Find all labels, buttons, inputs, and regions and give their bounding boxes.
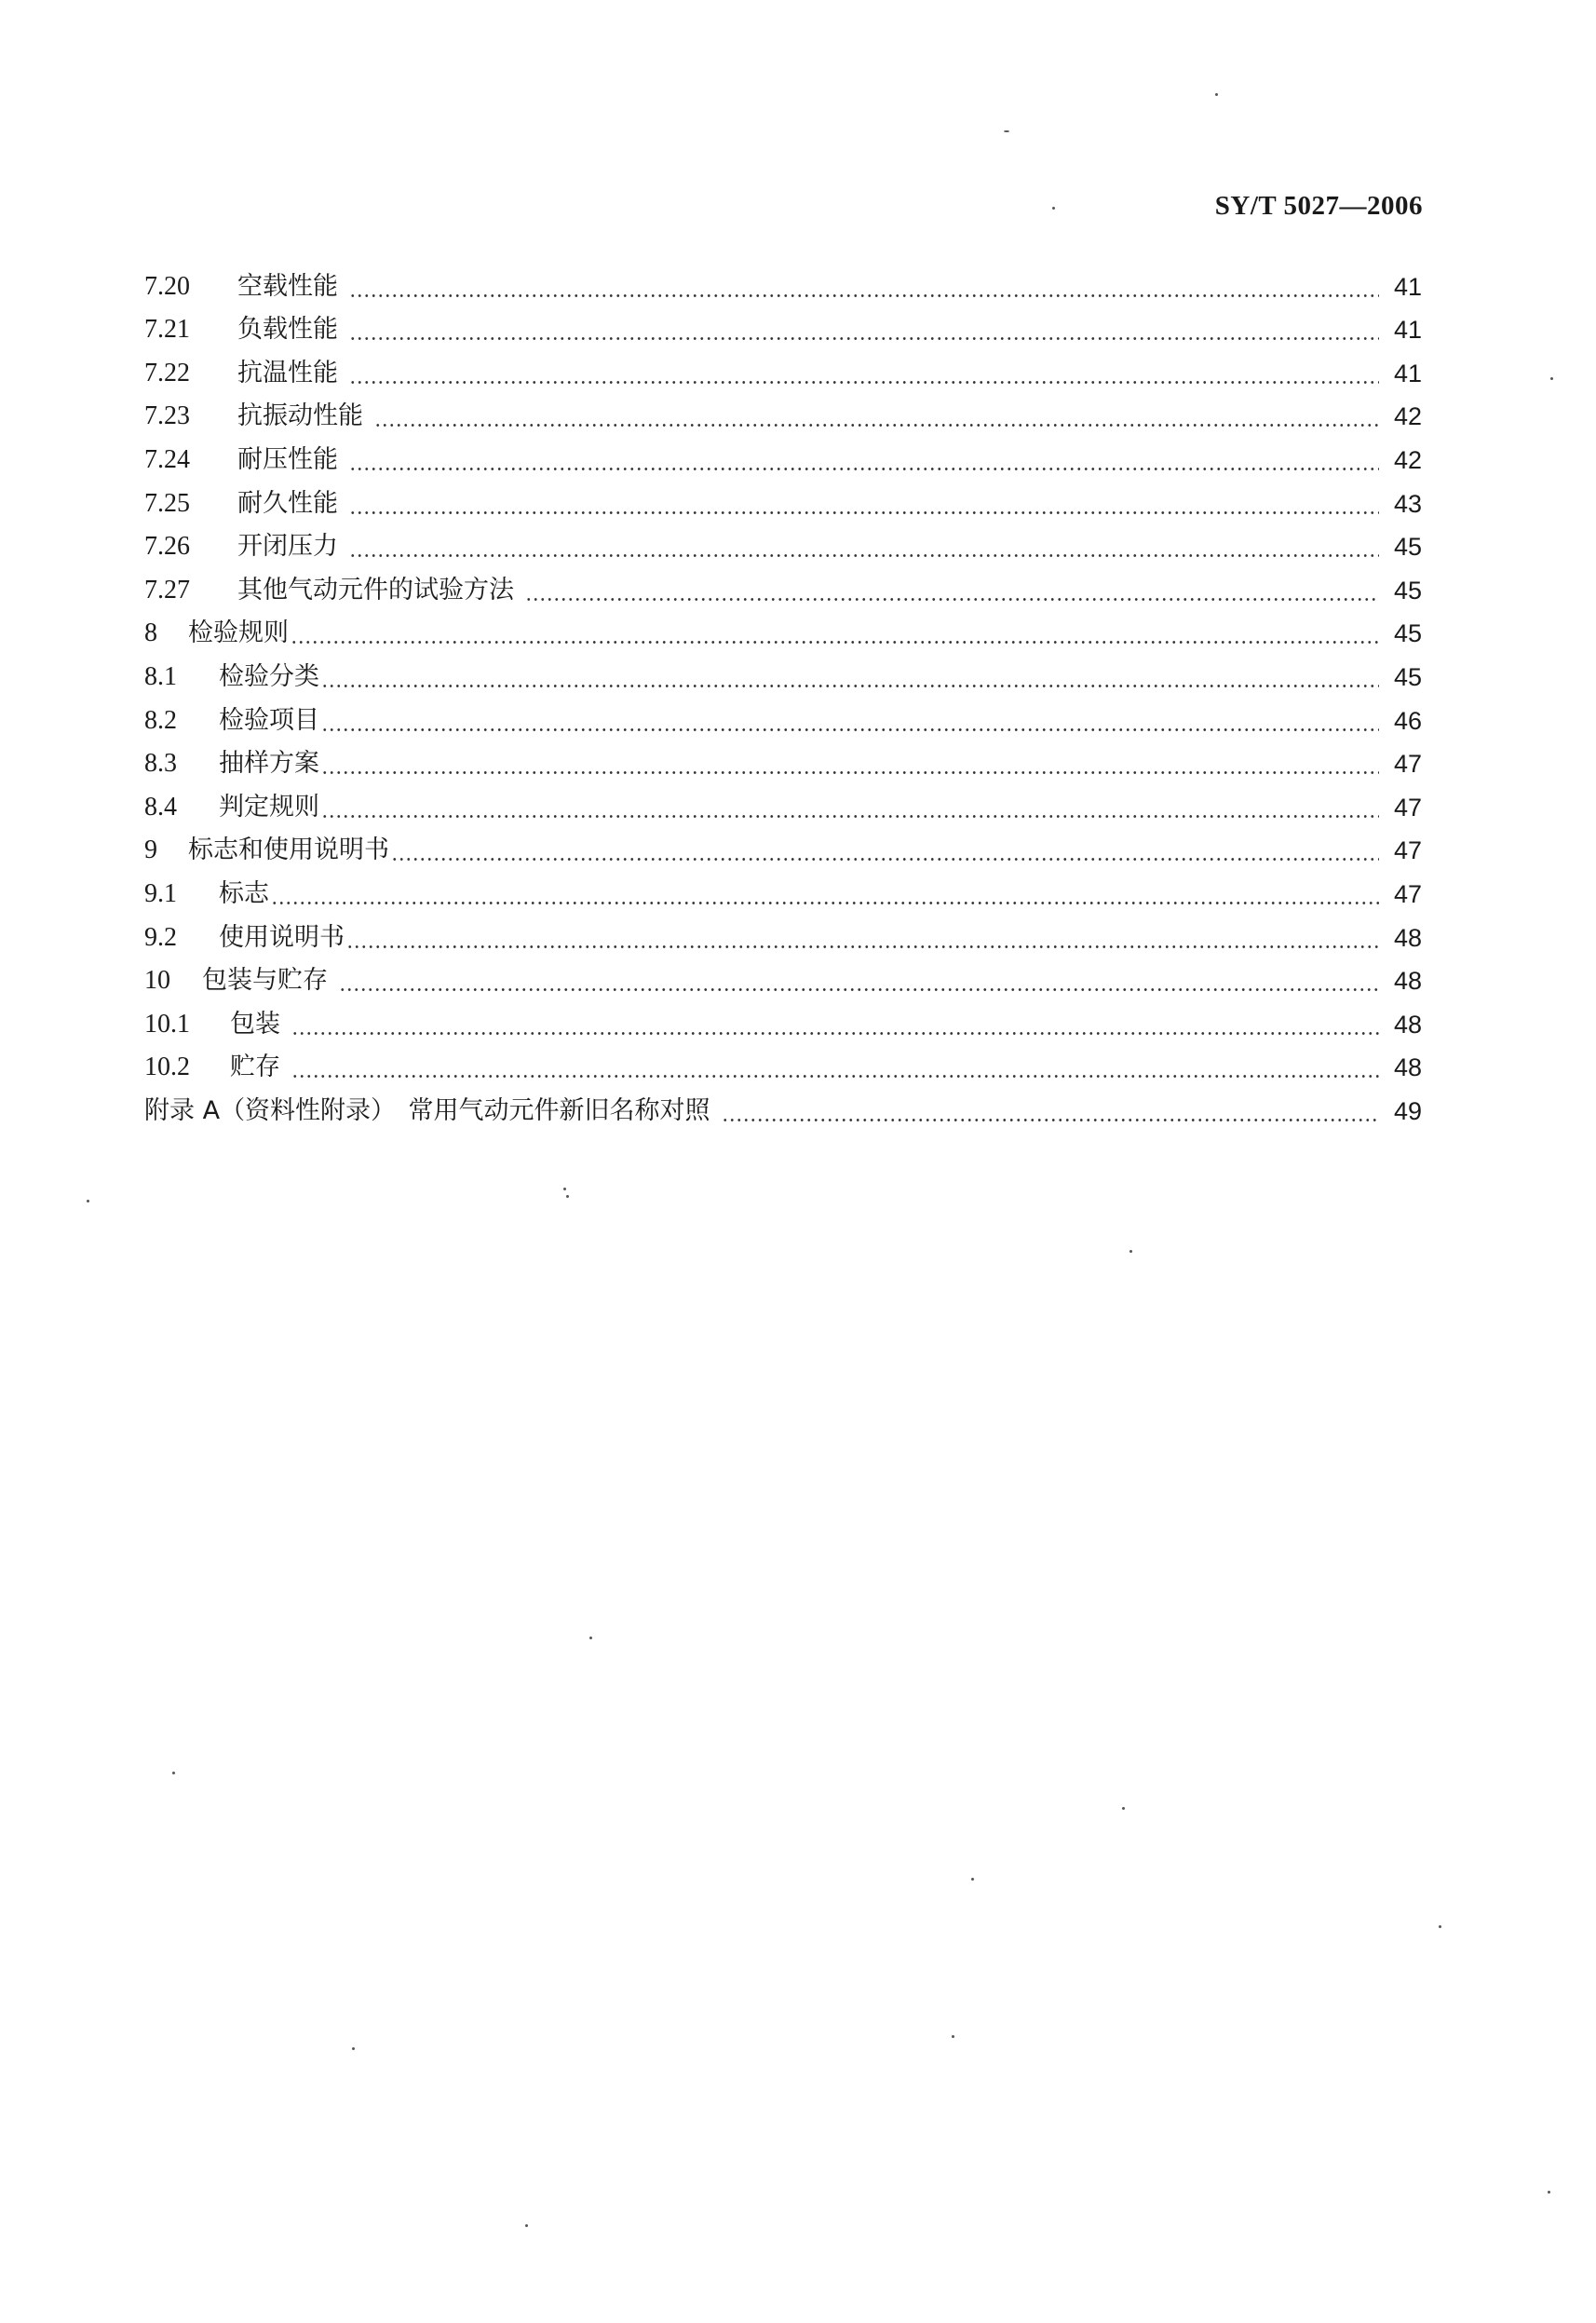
toc-entry-title: 空载性能: [237, 271, 338, 301]
table-of-contents: [144, 259, 1422, 1127]
toc-entry-title: 标志: [219, 878, 269, 908]
toc-entry-title: 抗振动性能: [237, 401, 363, 431]
toc-entry-page: 45: [1393, 619, 1422, 648]
dot-leader: [722, 1119, 1379, 1121]
toc-entry-title: 包装与贮存: [202, 966, 328, 996]
toc-entry-number: 7.26: [144, 532, 190, 562]
toc-entry-title: 包装: [230, 1009, 280, 1039]
dot-leader: [391, 858, 1379, 861]
scan-speck: [1122, 1807, 1125, 1810]
toc-entry[interactable]: [144, 649, 1422, 693]
toc-entry-title: 使用说明书: [219, 922, 345, 952]
toc-entry-page: 48: [1393, 967, 1422, 996]
dot-leader: [349, 294, 1379, 297]
scan-speck: [589, 1637, 592, 1639]
toc-entry-number: 7.23: [144, 401, 190, 431]
toc-entry-page: 45: [1393, 576, 1422, 605]
scan-speck: [1548, 2191, 1550, 2194]
toc-entry-title: 标志和使用说明书: [188, 835, 389, 865]
dot-leader: [349, 554, 1379, 557]
toc-entry-page: 42: [1393, 445, 1422, 474]
toc-entry-title: 耐久性能: [237, 488, 338, 518]
toc-entry-title: 检验分类: [219, 661, 319, 691]
toc-entry-title: 抗温性能: [237, 358, 338, 387]
toc-entry[interactable]: [144, 520, 1422, 564]
toc-entry-number: 7.24: [144, 444, 190, 474]
toc-entry-page: 43: [1393, 489, 1422, 518]
scan-speck: [172, 1772, 175, 1774]
scan-speck: [952, 2035, 954, 2038]
dot-leader: [525, 598, 1379, 601]
dot-leader: [349, 468, 1379, 470]
toc-entry[interactable]: [144, 259, 1422, 303]
toc-entry-page: 41: [1393, 272, 1422, 301]
scan-speck: [1129, 1250, 1132, 1253]
scan-speck: [352, 2047, 355, 2050]
dot-leader: [321, 685, 1379, 687]
toc-entry-page: 45: [1393, 533, 1422, 562]
toc-entry-page: 49: [1393, 1096, 1422, 1125]
toc-entry-number: 7.25: [144, 488, 190, 518]
toc-entry-title: 检验项目: [219, 705, 319, 735]
toc-entry-number: 8.2: [144, 705, 177, 735]
scan-speck: [566, 1195, 569, 1198]
toc-entry-number: 8.1: [144, 661, 177, 691]
toc-entry-title: 负载性能: [237, 315, 338, 345]
toc-entry-page: 48: [1393, 923, 1422, 952]
toc-entry-number: 10: [144, 966, 170, 996]
toc-entry-title: 开闭压力: [237, 532, 338, 562]
dot-leader: [271, 902, 1379, 904]
dot-leader: [349, 511, 1379, 514]
toc-entry-number: 9: [144, 835, 157, 865]
toc-entry-number: 7.22: [144, 358, 190, 387]
toc-entry[interactable]: [144, 997, 1422, 1040]
toc-entry[interactable]: [144, 954, 1422, 998]
dot-leader: [349, 381, 1379, 384]
toc-entry-page: 47: [1393, 879, 1422, 908]
toc-entry[interactable]: [144, 389, 1422, 433]
toc-entry-number: 9.1: [144, 878, 177, 908]
toc-entry-number: 7.27: [144, 575, 190, 605]
toc-entry-page: 47: [1393, 836, 1422, 865]
toc-entry[interactable]: [144, 606, 1422, 650]
toc-entry[interactable]: [144, 346, 1422, 389]
scan-speck: [1215, 93, 1218, 96]
scan-speck: [1052, 207, 1055, 210]
toc-entry-title: （资料性附录） 常用气动元件新旧名称对照: [220, 1095, 710, 1125]
scan-speck: [1439, 1925, 1441, 1928]
dot-leader: [291, 1032, 1379, 1035]
toc-entry[interactable]: [144, 910, 1422, 954]
toc-entry-number: 9.2: [144, 922, 177, 952]
toc-entry[interactable]: [144, 1040, 1422, 1084]
dot-leader: [291, 641, 1379, 644]
standard-code: SY/T 5027—2006: [1214, 191, 1423, 221]
toc-entry-number: 附录 A: [144, 1095, 221, 1125]
toc-entry-number: 10.1: [144, 1009, 190, 1039]
toc-entry-page: 45: [1393, 662, 1422, 691]
toc-entry-title: 检验规则: [188, 618, 289, 648]
toc-entry-number: 7.20: [144, 271, 190, 301]
toc-entry[interactable]: [144, 476, 1422, 520]
toc-entry-number: 8.3: [144, 749, 177, 779]
toc-entry-page: 47: [1393, 750, 1422, 779]
toc-entry[interactable]: [144, 780, 1422, 823]
scan-speck: [87, 1200, 89, 1202]
toc-entry[interactable]: [144, 693, 1422, 737]
scan-speck: [525, 2224, 528, 2227]
toc-entry-title: 贮存: [230, 1053, 280, 1082]
dot-leader: [321, 771, 1379, 774]
toc-entry-page: 47: [1393, 793, 1422, 822]
scan-speck: [971, 1878, 974, 1881]
toc-entry[interactable]: [144, 823, 1422, 867]
toc-entry-title: 其他气动元件的试验方法: [237, 575, 514, 605]
scan-speck: [563, 1188, 566, 1190]
toc-entry-page: 46: [1393, 706, 1422, 735]
dot-leader: [339, 988, 1379, 991]
toc-entry-title: 耐压性能: [237, 444, 338, 474]
scan-speck: [1550, 377, 1553, 380]
toc-entry[interactable]: [144, 303, 1422, 346]
toc-entry-title: 抽样方案: [219, 749, 319, 779]
toc-entry[interactable]: [144, 563, 1422, 606]
toc-entry-title: 判定规则: [219, 792, 319, 822]
toc-entry[interactable]: [144, 432, 1422, 476]
toc-entry-page: 42: [1393, 402, 1422, 431]
toc-entry[interactable]: [144, 866, 1422, 910]
dot-leader: [321, 728, 1379, 731]
dot-leader: [291, 1075, 1379, 1078]
toc-entry-page: 48: [1393, 1053, 1422, 1082]
toc-entry-number: 10.2: [144, 1053, 190, 1082]
toc-entry-number: 8.4: [144, 792, 177, 822]
toc-entry[interactable]: [144, 737, 1422, 781]
scan-speck: [1004, 130, 1009, 132]
toc-entry-appendix[interactable]: [144, 1083, 1422, 1127]
toc-entry-page: 41: [1393, 316, 1422, 345]
dot-leader: [349, 337, 1379, 340]
dot-leader: [374, 424, 1379, 427]
toc-entry-page: 48: [1393, 1010, 1422, 1039]
dot-leader: [346, 945, 1379, 948]
toc-entry-number: 8: [144, 618, 157, 648]
toc-entry-page: 41: [1393, 359, 1422, 387]
toc-entry-number: 7.21: [144, 315, 190, 345]
dot-leader: [321, 815, 1379, 818]
